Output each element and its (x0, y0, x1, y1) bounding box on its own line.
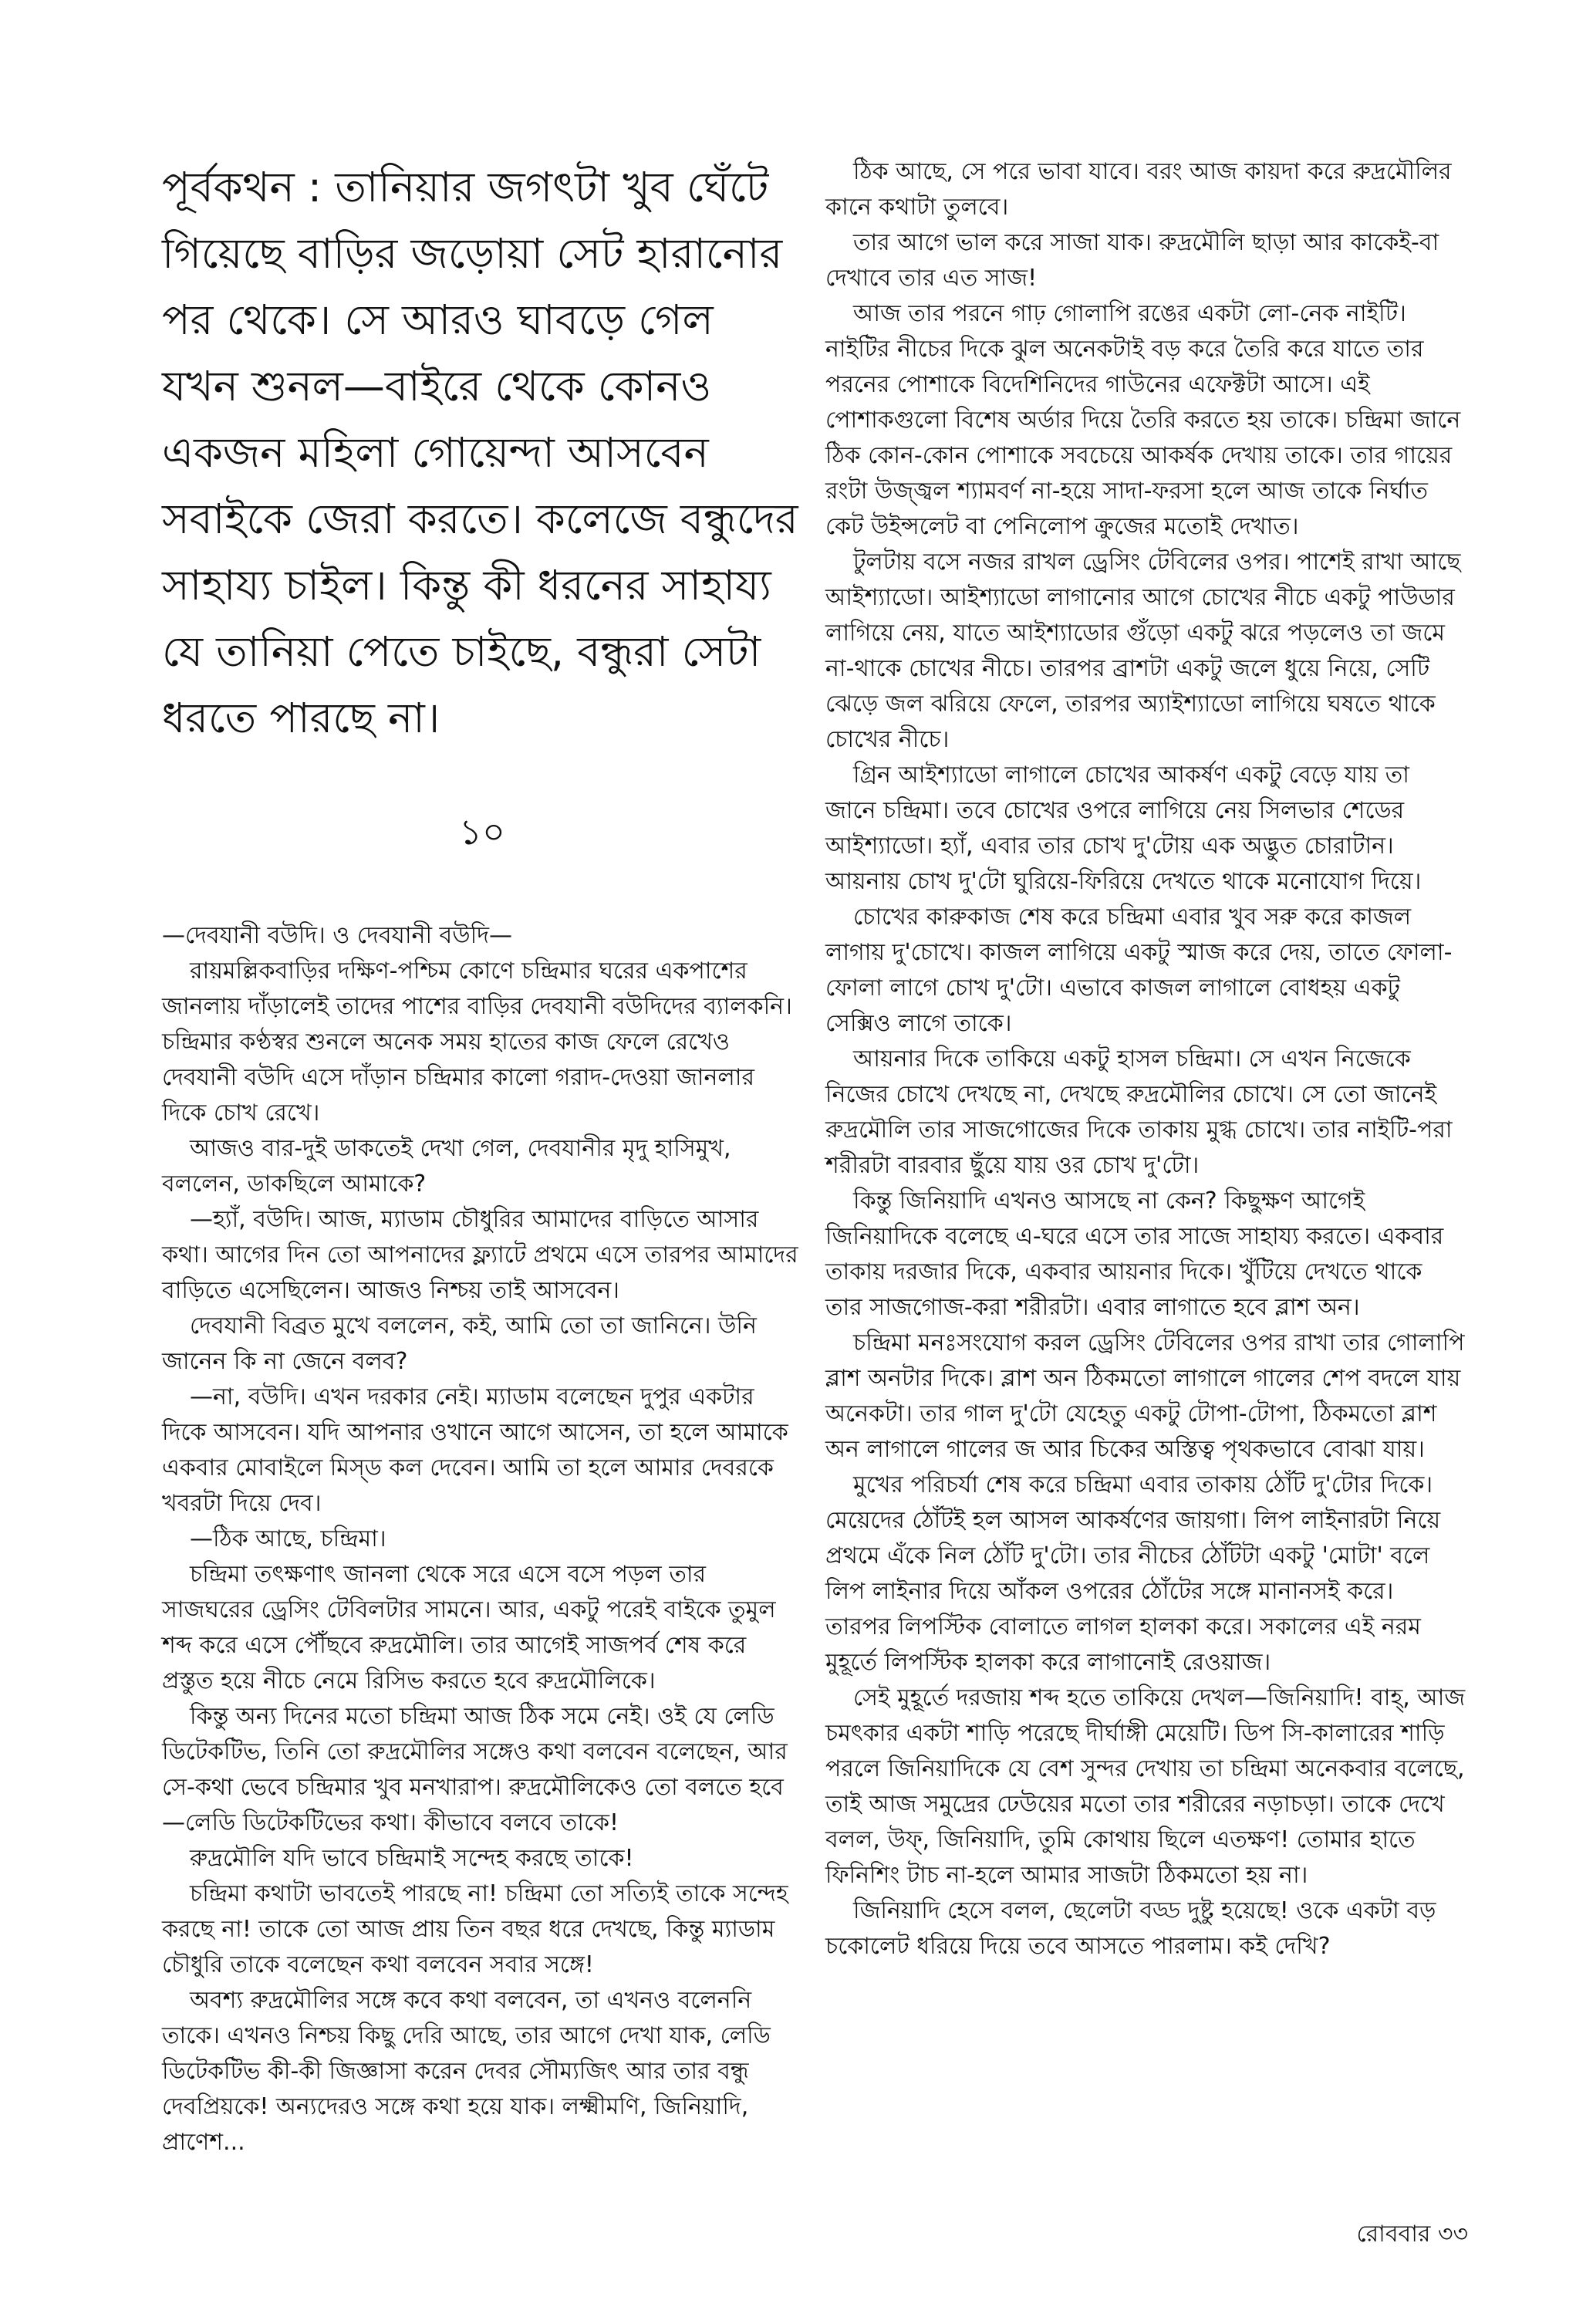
paragraph: সেই মুহূর্তে দরজায় শব্দ হতে তাকিয়ে দেখল—জিনিয়াদি! বাহ্‌, আজ চমৎকার একটা শাড়ি পরেছে দীর্ঘাঙ্গী মেয়েটি। ডিপ সি-কালারের শাড়ি পরলে জিনিয়াদিকে যে বেশ সুন্দর দেখায় তা চন্দ্রিমা অনেকবার বলেছে, তাই আজ সমুদ্রের ঢেউয়ের মতো তার শরীরের নড়াচড়া। তাকে দেখে বলল, উফ্‌, জিনিয়াদি, তুমি কোথায় ছিলে এতক্ষণ! তোমার হাতে ফিনিশিং টাচ না-হলে আমার সাজটা ঠিকমতো হয় না। (825, 1684, 1466, 1889)
left-column (162, 154, 802, 2160)
paragraph: —ঠিক আছে, চন্দ্রিমা। (190, 1525, 386, 1552)
paragraph: টুলটায় বসে নজর রাখল ড্রেসিং টেবিলের ওপর। পাশেই রাখা আছে আইশ্যাডো। আইশ্যাডো লাগানোর আগে চোখের নীচে একটু পাউডার লাগিয়ে নেয়, যাতে আইশ্যাডোর গুঁড়ো একটু ঝরে পড়লেও তা জমে না-থাকে চোখের নীচে। তারপর ব্রাশটা একটু জলে ধুয়ে নিয়ে, সেটি ঝেড়ে জল ঝরিয়ে ফেলে, তারপর অ্যাইশ্যাডো লাগিয়ে ঘষতে থাকে চোখের নীচে। (825, 549, 1461, 753)
synopsis: পূর্বকথন : তানিয়ার জগৎটা খুব ঘেঁটে গিয়েছে বাড়ির জড়োয়া সেট হারানোর পর থেকে। সে আরও ঘাবড়ে গেল যখন শুনল—বাইরে থেকে কোনও একজন মহিলা গোয়েন্দা আসবেন সবাইকে জেরা করতে। কলেজে বন্ধুদের সাহায্য চাইল। কিন্তু কী ধরনের সাহায্য যে তানিয়া পেতে চাইছে, বন্ধুরা সেটা ধরতে পারছে না। (162, 163, 798, 742)
paragraph: চন্দ্রিমা মনঃসংযোগ করল ড্রেসিং টেবিলের ওপর রাখা তার গোলাপি ব্লাশ অনটার দিকে। ব্লাশ অন ঠিকমতো লাগালে গালের শেপ বদলে যায় অনেকটা। তার গাল দু'টো যেহেতু একটু টোপা-টোপা, ঠিকমতো ব্লাশ অন লাগালে গালের জ আর চিকের অস্তিত্ব পৃথকভাবে বোঝা যায়। (825, 1329, 1465, 1463)
paragraph: কিন্তু জিনিয়াদি এখনও আসছে না কেন? কিছুক্ষণ আগেই জিনিয়াদিকে বলেছে এ-ঘরে এসে তার সাজে সাহায্য করতে। একবার তাকায় দরজার দিকে, একবার আয়নার দিকে। খুঁটিয়ে দেখতে থাকে তার সাজগোজ-করা শরীরটা। এবার লাগাতে হবে ব্লাশ অন। (825, 1187, 1444, 1321)
paragraph: আজ তার পরনে গাঢ় গোলাপি রঙের একটা লো-নেক নাইটি। নাইটির নীচের দিকে ঝুল অনেকটাই বড় করে তৈরি করে যাতে তার পরনের পোশাকে বিদেশিনিদের গাউনের এফেক্টটা আসে। এই পোশাকগুলো বিশেষ অর্ডার দিয়ে তৈরি করতে হয় তাকে। চন্দ্রিমা জানে ঠিক কোন-কোন পোশাকে সবচেয়ে আকর্ষক দেখায় তাকে। তার গায়ের রংটা উজ্জ্বল শ্যামবর্ণ না-হয়ে সাদা-ফরসা হলে আজ তাকে নির্ঘাত কেট উইন্সলেট বা পেনিলোপ ক্রুজের মতোই দেখাত। (825, 300, 1461, 540)
paragraph: চন্দ্রিমা তৎক্ষণাৎ জানলা থেকে সরে এসে বসে পড়ল তার সাজঘরের ড্রেসিং টেবিলটার সামনে। আর, একটু পরেই বাইকে তুমুল শব্দ করে এসে পৌঁছবে রুদ্রমৌলি। তার আগেই সাজপর্ব শেষ করে প্রস্তুত হয়ে নীচে নেমে রিসিভ করতে হবে রুদ্রমৌলিকে। (162, 1561, 776, 1694)
paragraph: তার আগে ভাল করে সাজা যাক। রুদ্রমৌলি ছাড়া আর কাকেই-বা দেখাবে তার এত সাজ! (825, 229, 1439, 292)
paragraph: কিন্তু অন্য দিনের মতো চন্দ্রিমা আজ ঠিক সমে নেই। ওই যে লেডি ডিটেকটিভ, তিনি তো রুদ্রমৌলির সঙ্গেও কথা বলবেন বলেছেন, আর সে-কথা ভেবে চন্দ্রিমার খুব মনখারাপ। রুদ্রমৌলিকেও তো বলতে হবে—লেডি ডিটেকটিভের কথা। কীভাবে বলবে তাকে! (162, 1703, 788, 1836)
paragraph: রায়মল্লিকবাড়ির দক্ষিণ-পশ্চিম কোণে চন্দ্রিমার ঘরের একপাশের জানলায় দাঁড়ালেই তাদের পাশের বাড়ির দেবযানী বউদিদের ব্যালকনি। চন্দ্রিমার কণ্ঠস্বর শুনলে অনেক সময় হাতের কাজ ফেলে রেখেও দেবযানী বউদি এসে দাঁড়ান চন্দ্রিমার কালো গরাদ-দেওয়া জানলার দিকে চোখ রেখে। (162, 958, 792, 1127)
paragraph: —না, বউদি। এখন দরকার নেই। ম্যাডাম বলেছেন দুপুর একটার দিকে আসবেন। যদি আপনার ওখানে আগে আসেন, তা হলে আমাকে একবার মোবাইলে মিস্‌ড কল দেবেন। আমি তা হলে আমার দেবরকে খবরটা দিয়ে দেব। (162, 1383, 788, 1517)
right-column (825, 154, 1466, 1964)
paragraph: মুখের পরিচর্যা শেষ করে চন্দ্রিমা এবার তাকায় ঠোঁট দু'টোর দিকে। মেয়েদের ঠোঁটই হল আসল আকর্ষণের জায়গা। লিপ লাইনারটা নিয়ে প্রথমে এঁকে নিল ঠোঁট দু'টো। তার নীচের ঠোঁটটা একটু 'মোটা' বলে লিপ লাইনার দিয়ে আঁকল ওপরের ঠোঁটের সঙ্গে মানানসই করে। তারপর লিপস্টিক বোলাতে লাগল হালকা করে। সকালের এই নরম মুহূর্তে লিপস্টিক হালকা করে লাগানোই রেওয়াজ। (825, 1471, 1441, 1676)
paragraph: ঠিক আছে, সে পরে ভাবা যাবে। বরং আজ কায়দা করে রুদ্রমৌলির কানে কথাটা তুলবে। (825, 158, 1452, 221)
paragraph: আজও বার-দুই ডাকতেই দেখা গেল, দেবযানীর মৃদু হাসিমুখ, বললেন, ডাকছিলে আমাকে? (162, 1135, 731, 1197)
paragraph: —দেবযানী বউদি। ও দেবযানী বউদি— (162, 922, 512, 949)
paragraph: আয়নার দিকে তাকিয়ে একটু হাসল চন্দ্রিমা। সে এখন নিজেকে নিজের চোখে দেখছে না, দেখছে রুদ্রমৌলির চোখে। সে তো জানেই রুদ্রমৌলি তার সাজগোজের দিকে তাকায় মুগ্ধ চোখে। তার নাইটি-পরা শরীরটা বারবার ছুঁয়ে যায় ওর চোখ দু'টো। (825, 1045, 1453, 1179)
paragraph: দেবযানী বিব্রত মুখে বললেন, কই, আমি তো তা জানিনে। উনি জানেন কি না জেনে বলব? (162, 1312, 757, 1375)
paragraph: চোখের কারুকাজ শেষ করে চন্দ্রিমা এবার খুব সরু করে কাজল লাগায় দু'চোখে। কাজল লাগিয়ে একটু স্মাজ করে দেয়, তাতে ফোলা-ফোলা লাগে চোখ দু'টো। এভাবে কাজল লাগালে বোধহয় একটু সেক্সিও লাগে তাকে। (825, 904, 1453, 1037)
paragraph: গ্রিন আইশ্যাডো লাগালে চোখের আকর্ষণ একটু বেড়ে যায় তা জানে চন্দ্রিমা। তবে চোখের ওপরে লাগিয়ে নেয় সিলভার শেডের আইশ্যাডো। হ্যাঁ, এবার তার চোখ দু'টোয় এক অদ্ভুত চোরাটান। আয়নায় চোখ দু'টো ঘুরিয়ে-ফিরিয়ে দেখতে থাকে মনোযোগ দিয়ে। (825, 762, 1422, 895)
paragraph: অবশ্য রুদ্রমৌলির সঙ্গে কবে কথা বলবেন, তা এখনও বলেননি তাকে। এখনও নিশ্চয় কিছু দেরি আছে, তার আগে দেখা যাক, লেডি ডিটেকটিভ কী-কী জিজ্ঞাসা করেন দেবর সৌম্যজিৎ আর তার বন্ধু দেবপ্রিয়কে! অন্যদেরও সঙ্গে কথা হয়ে যাক। লক্ষ্মীমণি, জিনিয়াদি, প্রাণেশ... (162, 1987, 771, 2156)
paragraph: —হ্যাঁ, বউদি। আজ, ম্যাডাম চৌধুরির আমাদের বাড়িতে আসার কথা। আগের দিন তো আপনাদের ফ্ল্যাটে প্রথমে এসে তারপর আমাদের বাড়িতে এসেছিলেন। আজও নিশ্চয় তাই আসবেন। (162, 1206, 798, 1304)
paragraph: চন্দ্রিমা কথাটা ভাবতেই পারছে না! চন্দ্রিমা তো সত্যিই তাকে সন্দেহ করছে না! তাকে তো আজ প্রায় তিন বছর ধরে দেখছে, কিন্তু ম্যাডাম চৌধুরি তাকে বলেছেন কথা বলবেন সবার সঙ্গে! (162, 1880, 788, 1978)
chapter-number: ১০ (459, 811, 505, 853)
paragraph: জিনিয়াদি হেসে বলল, ছেলেটা বড্ড দুষ্টু হয়েছে! ওকে একটা বড় চকোলেট ধরিয়ে দিয়ে তবে আসতে পারলাম। কই দেখি? (825, 1897, 1436, 1960)
page-folio: রোববার ৩৩ (1356, 2221, 1468, 2248)
paragraph: রুদ্রমৌলি যদি ভাবে চন্দ্রিমাই সন্দেহ করছে তাকে! (190, 1845, 634, 1872)
